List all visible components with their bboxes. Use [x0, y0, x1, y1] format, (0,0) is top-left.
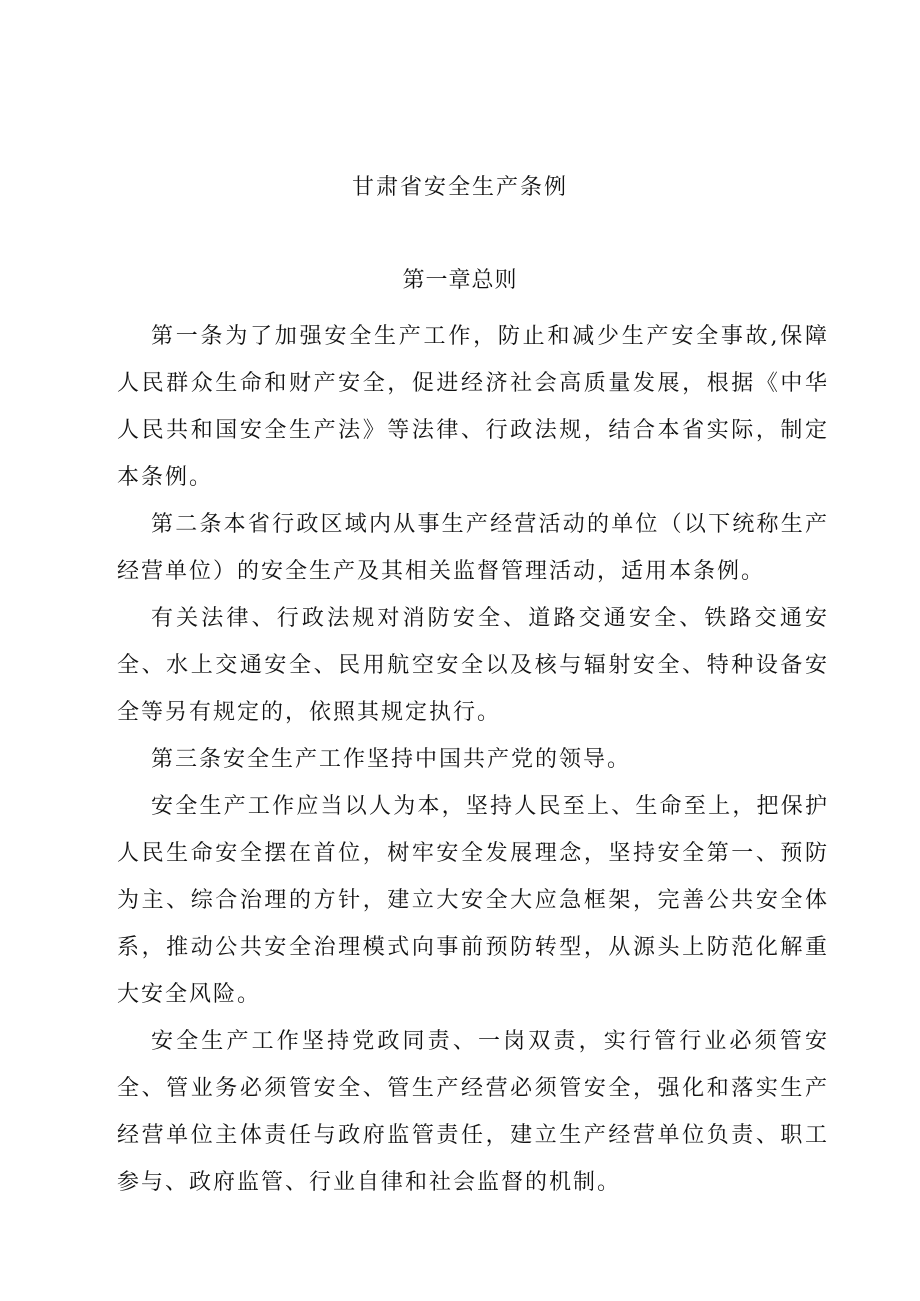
paragraph-article-3: 第三条安全生产工作坚持中国共产党的领导。 — [151, 747, 632, 772]
paragraph-article-2: 第二条本省行政区域内从事生产经营活动的单位（以下统称生产经营单位）的安全生产及其相关监督管理活动，适用本条例。 — [117, 512, 829, 584]
paragraph-article-3-responsibility: 安全生产工作坚持党政同责、一岗双责，实行管行业必须管安全、管业务必须管安全、管生产经营必须管安全，强化和落实生产经营单位主体责任与政府监管责任，建立生产经营单位负责、职工参与、政府监管、行业自律和社会监督的机制。 — [117, 1029, 829, 1195]
document-title: 甘肃省安全生产条例 — [351, 175, 568, 200]
paragraph-article-2-exception: 有关法律、行政法规对消防安全、道路交通安全、铁路交通安全、水上交通安全、民用航空安全以及核与辐射安全、特种设备安全等另有规定的，依照其规定执行。 — [117, 606, 829, 725]
paragraph-article-3-principles: 安全生产工作应当以人为本，坚持人民至上、生命至上，把保护人民生命安全摆在首位，树牢安全发展理念，坚持安全第一、预防为主、综合治理的方针，建立大安全大应急框架，完善公共安全体系，推动公共安全治理模式向事前预防转型，从源头上防范化解重大安全风险。 — [117, 794, 829, 1007]
document-body — [117, 313, 829, 1206]
paragraph-article-1: 第一条为了加强安全生产工作，防止和减少生产安全事故,保障人民群众生命和财产安全，促进经济社会高质量发展，根据《中华人民共和国安全生产法》等法律、行政法规，结合本省实际，制定本条例。 — [117, 324, 829, 490]
chapter-title: 第一章总则 — [402, 268, 518, 293]
